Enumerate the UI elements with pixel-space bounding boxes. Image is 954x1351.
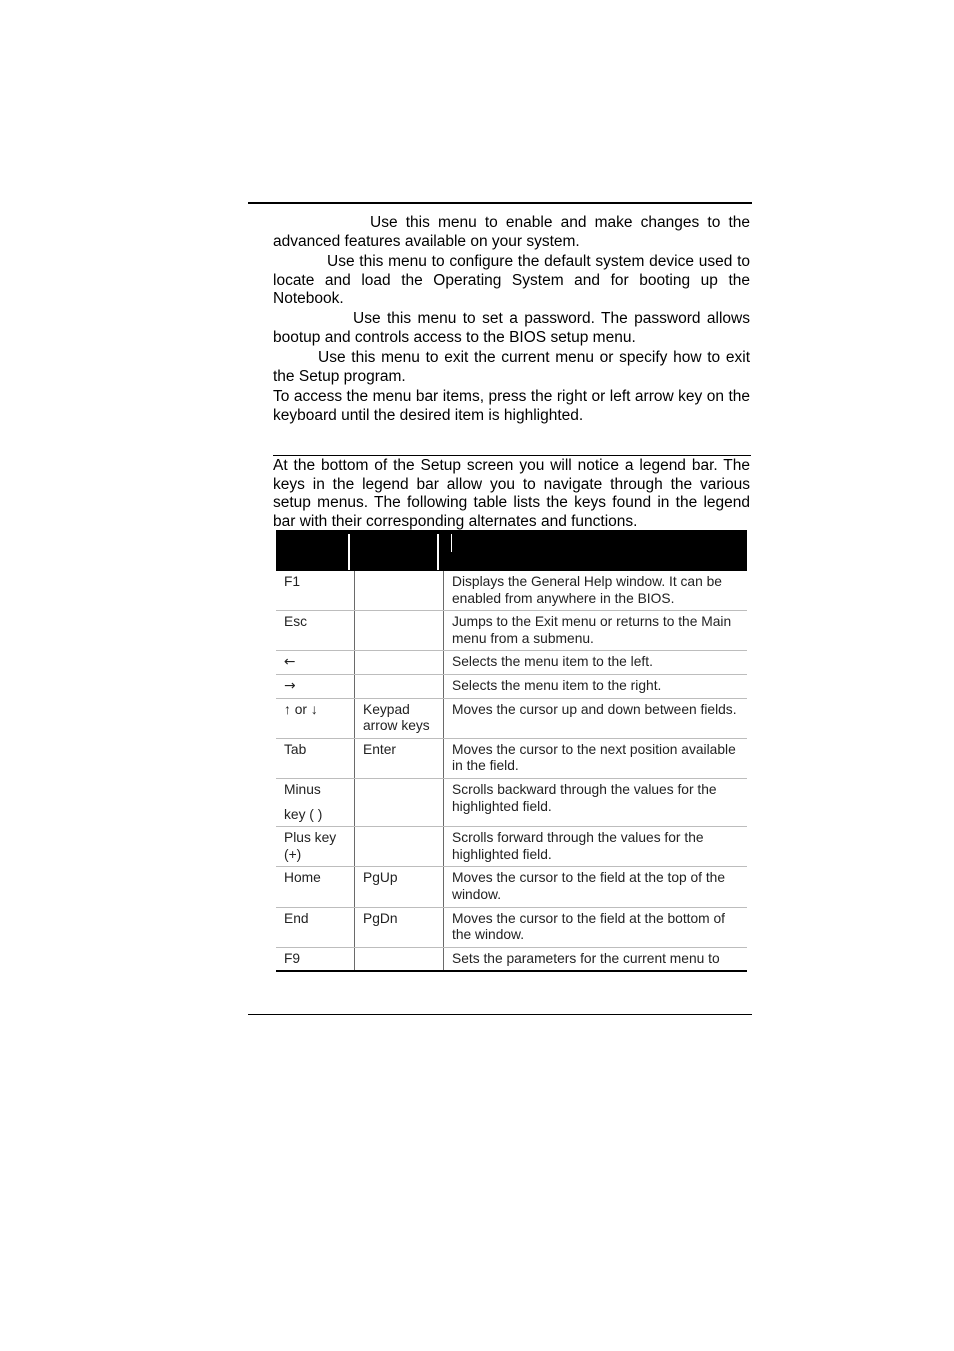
menu-access-paragraph: To access the menu bar items, press the right or left arrow key on the keyboard until the desired item is highlighted. bbox=[273, 388, 750, 424]
key-cell-line: Minus bbox=[284, 781, 321, 797]
key-cell: F9 bbox=[276, 947, 355, 971]
function-cell: Selects the menu item to the left. bbox=[444, 651, 748, 675]
function-cell: Jumps to the Exit menu or returns to the Main menu from a submenu. bbox=[444, 611, 748, 651]
alternate-cell: Keypad arrow keys bbox=[355, 698, 444, 738]
function-cell: Selects the menu item to the right. bbox=[444, 674, 748, 698]
key-cell: ← bbox=[276, 651, 355, 675]
key-cell: → bbox=[276, 674, 355, 698]
key-cell: Home bbox=[276, 867, 355, 907]
key-cell: Esc bbox=[276, 611, 355, 651]
function-cell: Moves the cursor to the field at the bottom of the window. bbox=[444, 907, 748, 947]
header-cell-alternate bbox=[355, 530, 444, 571]
table-row bbox=[276, 907, 747, 947]
alternate-cell bbox=[355, 611, 444, 651]
table-row bbox=[276, 947, 747, 971]
alternate-cell bbox=[355, 778, 444, 826]
table-row bbox=[276, 827, 747, 867]
table-row bbox=[276, 778, 747, 826]
advanced-menu-paragraph: Use this menu to enable and make changes to the advanced features available on your system. bbox=[273, 214, 750, 250]
key-cell: Plus key (+) bbox=[276, 827, 355, 867]
alternate-cell: PgUp bbox=[355, 867, 444, 907]
legend-keys-table bbox=[276, 530, 747, 972]
header-rule bbox=[248, 202, 752, 204]
function-cell: Moves the cursor up and down between fields. bbox=[444, 698, 748, 738]
boot-menu-paragraph: Use this menu to configure the default system device used to locate and load the Operating System and for booting up the Notebook. bbox=[273, 253, 750, 308]
key-cell: End bbox=[276, 907, 355, 947]
key-cell: F1 bbox=[276, 571, 355, 611]
table-row bbox=[276, 674, 747, 698]
exit-menu-paragraph: Use this menu to exit the current menu or specify how to exit the Setup program. bbox=[273, 349, 750, 385]
table-row bbox=[276, 698, 747, 738]
header-cell-function bbox=[444, 530, 748, 571]
alternate-cell: Enter bbox=[355, 738, 444, 778]
function-cell: Moves the cursor to the next position available in the field. bbox=[444, 738, 748, 778]
key-cell-line: key ( ) bbox=[284, 806, 323, 822]
function-cell: Moves the cursor to the field at the top of the window. bbox=[444, 867, 748, 907]
alternate-cell bbox=[355, 827, 444, 867]
alternate-cell bbox=[355, 651, 444, 675]
table-header-row bbox=[276, 530, 747, 571]
security-menu-paragraph: Use this menu to set a password. The password allows bootup and controls access to the BIOS setup menu. bbox=[273, 310, 750, 346]
key-cell bbox=[276, 778, 355, 826]
legend-bar-paragraph: At the bottom of the Setup screen you will notice a legend bar. The keys in the legend bar allow you to navigate through the various setup menus. The following table lists the keys found in the legend bar with their corresponding alternates and functions. bbox=[273, 457, 750, 530]
alternate-cell: PgDn bbox=[355, 907, 444, 947]
function-cell: Scrolls backward through the values for the highlighted field. bbox=[444, 778, 748, 826]
table-row bbox=[276, 651, 747, 675]
key-cell: ↑ or ↓ bbox=[276, 698, 355, 738]
table-row bbox=[276, 738, 747, 778]
key-cell: Tab bbox=[276, 738, 355, 778]
alternate-cell bbox=[355, 674, 444, 698]
table-row bbox=[276, 571, 747, 611]
alternate-cell bbox=[355, 947, 444, 971]
header-cell-key bbox=[276, 530, 355, 571]
function-cell: Scrolls forward through the values for the highlighted field. bbox=[444, 827, 748, 867]
table-row bbox=[276, 611, 747, 651]
function-cell: Sets the parameters for the current menu to bbox=[444, 947, 748, 971]
function-cell: Displays the General Help window. It can be enabled from anywhere in the BIOS. bbox=[444, 571, 748, 611]
footer-rule bbox=[248, 1014, 752, 1015]
section-rule bbox=[273, 455, 751, 456]
table-row bbox=[276, 867, 747, 907]
alternate-cell bbox=[355, 571, 444, 611]
